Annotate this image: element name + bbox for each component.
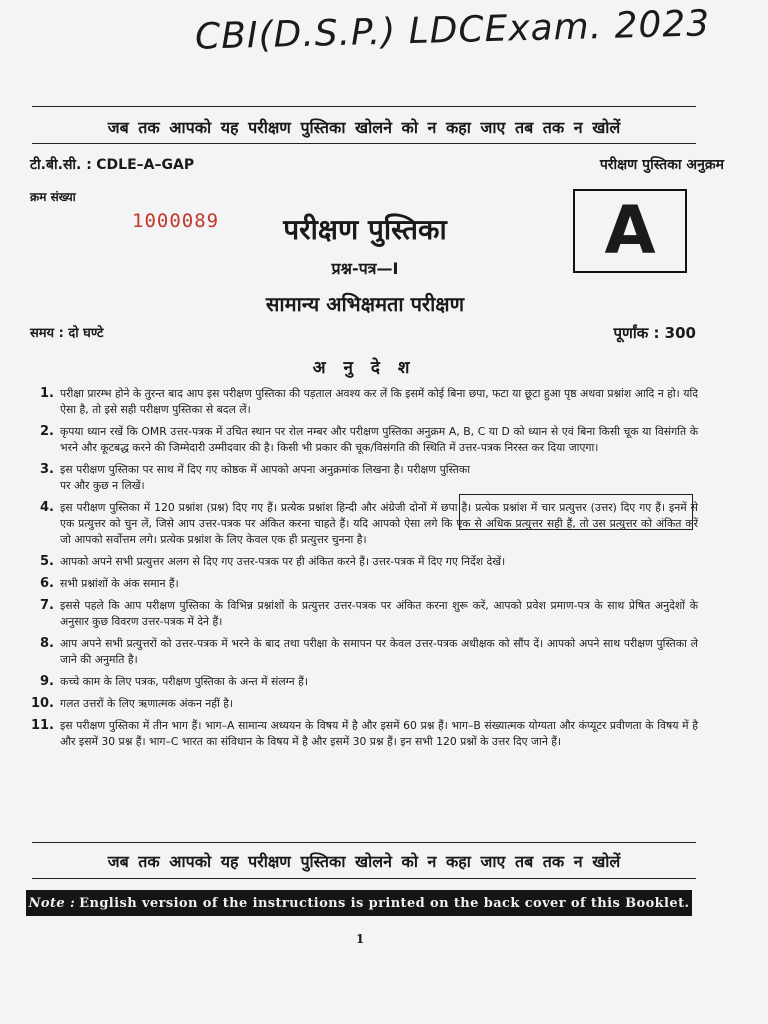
sequence-label: परीक्षण पुस्तिका अनुक्रम	[599, 157, 724, 173]
instruction-item: 6. सभी प्रश्नांशों के अंक समान हैं।	[40, 576, 179, 591]
series-letter-box	[573, 189, 687, 273]
instruction-item: 11. इस परीक्षण पुस्तिका में तीन भाग हैं। भाग–A सामान्य अध्ययन के विषय में है और इसमें 60 प्रश्न हैं। भाग–B संख्यात्मक योग्यता और कंप्यूटर प्रवीणता के विषय में है और इसमें 30 प्रश्न हैं। भाग–C भारत का संविधान के विषय में है और इसमें 30 प्रश्न हैं। इन सभी 120 प्रश्नों के उत्तर दिए जाने हैं।	[30, 718, 698, 748]
tbc-label: टी.बी.सी. :	[30, 157, 92, 173]
note-label: Note :	[28, 895, 76, 911]
subject-title: सामान्य अभिक्षमता परीक्षण	[265, 292, 465, 316]
paper-number: प्रश्न-पत्र—I	[331, 259, 399, 278]
instruction-item: 2. कृपया ध्यान रखें कि OMR उत्तर-पत्रक में उचित स्थान पर रोल नम्बर और परीक्षण पुस्तिका अनुक्रम A, B, C या D को ध्यान से एवं बिना किसी चूक या विसंगति के भरने और कूटबद्ध करने की जिम्मेदारी उम्मीदवार की है। किसी भी प्रकार की चूक/विसंगति की स्थिति में उत्तर-पत्रक निरस्त कर दिया जाएगा।	[40, 424, 698, 454]
instruction-item: 9. कच्चे काम के लिए पत्रक, परीक्षण पुस्तिका के अन्त में संलग्न हैं।	[40, 674, 308, 689]
maximum-marks: पूर्णांक : 300	[613, 324, 696, 342]
tbc-line	[30, 155, 194, 174]
instruction-item: 7. इससे पहले कि आप परीक्षण पुस्तिका के विभिन्न प्रश्नांशों के प्रत्युत्तर उत्तर-पत्रक पर अंकित करना शुरू करें, आपको प्रवेश प्रमाण-पत्र के साथ प्रेषित अनुदेशों के अनुसार कुछ विवरण उत्तर-पत्रक में देने हैं।	[40, 598, 698, 628]
instruction-item: 10. गलत उत्तरों के लिए ऋणात्मक अंकन नहीं है।	[30, 696, 234, 711]
top-rule	[32, 106, 696, 107]
tbc-code: CDLE–A–GAP	[96, 157, 195, 173]
handwritten-title: CBI(D.S.P.) LDCExam. 2023	[194, 3, 711, 58]
series-letter: A	[604, 192, 656, 269]
instructions-list	[30, 386, 698, 756]
serial-label: क्रम संख्या	[30, 190, 76, 204]
instruction-item: 8. आप अपने सभी प्रत्युत्तरों को उत्तर-पत्रक में भरने के बाद तथा परीक्षा के समापन पर केवल उत्तर-पत्रक अधीक्षक को सौंप दें। आपको अपने साथ परीक्षण पुस्तिका ले जाने की अनुमति है।	[40, 636, 698, 666]
top-warning-banner: जब तक आपको यह परीक्षण पुस्तिका खोलने को न कहा जाए तब तक न खोलें	[107, 118, 621, 137]
roll-number-box[interactable]	[459, 494, 693, 530]
serial-number: 1000089	[132, 210, 220, 232]
bottom-rule	[32, 842, 696, 843]
instruction-item: 4. इस परीक्षण पुस्तिका में 120 प्रश्नांश (प्रश्न) दिए गए हैं। प्रत्येक प्रश्नांश हिन्दी और अंग्रेजी दोनों में छपा है। प्रत्येक प्रश्नांश में चार प्रत्युत्तर (उत्तर) दिए गए हैं। इनमें से एक प्रत्युत्तर को चुन लें, जिसे आप उत्तर-पत्रक पर अंकित करना चाहते हैं। यदि आपको ऐसा लगे कि एक से अधिक प्रत्युत्तर सही हैं, तो उस प्रत्युत्तर को अंकित करें जो आपको सर्वोत्तम लगे। प्रत्येक प्रश्नांश के लिए केवल एक ही प्रत्युत्तर चुनना है।	[40, 500, 698, 546]
time-allowed: समय : दो घण्टे	[30, 326, 104, 341]
instruction-item: 5. आपको अपने सभी प्रत्युत्तर अलग से दिए गए उत्तर-पत्रक पर ही अंकित करने हैं। उत्तर-पत्रक में दिए गए निर्देश देखें।	[40, 554, 506, 569]
booklet-title: परीक्षण पुस्तिका	[283, 213, 447, 246]
english-note-bar	[26, 890, 692, 916]
note-text: English version of the instructions is printed on the back cover of this Booklet.	[79, 895, 690, 911]
instructions-heading: अ नु दे श	[312, 358, 416, 378]
page-number: 1	[355, 932, 365, 946]
top-rule-lower	[32, 143, 696, 144]
bottom-rule-lower	[32, 878, 696, 879]
bottom-warning-banner: जब तक आपको यह परीक्षण पुस्तिका खोलने को न कहा जाए तब तक न खोलें	[107, 852, 621, 871]
instruction-item: 3. इस परीक्षण पुस्तिका पर साथ में दिए गए कोष्ठक में आपको अपना अनुक्रमांक लिखना है। परीक्षण पुस्तिका पर और कुछ न लिखें।	[40, 462, 470, 492]
instruction-item: 1. परीक्षा प्रारम्भ होने के तुरन्त बाद आप इस परीक्षण पुस्तिका की पड़ताल अवश्य कर लें कि इसमें कोई बिना छपा, फटा या छूटा हुआ पृष्ठ अथवा प्रश्नांश आदि न हो। यदि ऐसा है, तो इसे सही परीक्षण पुस्तिका से बदल लें।	[40, 386, 698, 416]
